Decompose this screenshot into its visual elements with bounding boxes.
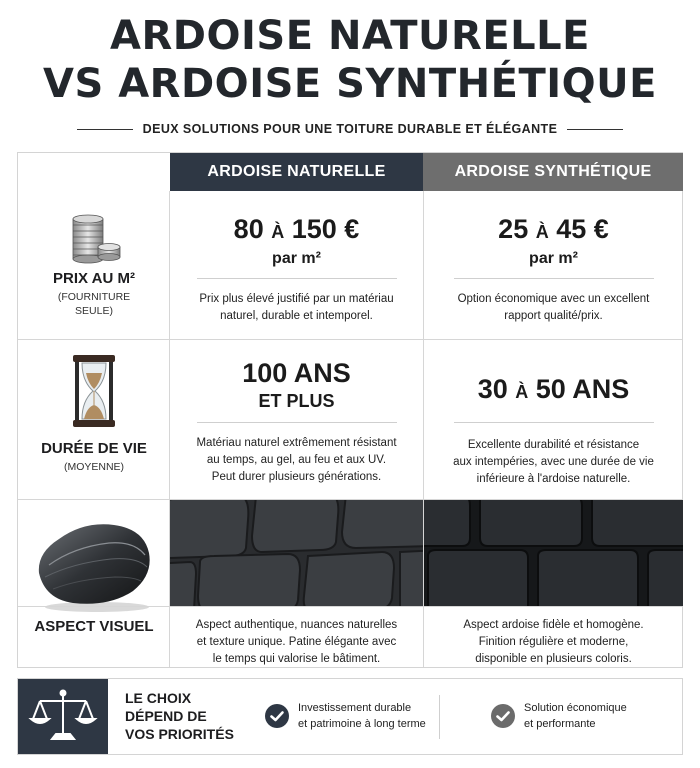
price-synthetic-unit: par m² <box>529 250 578 267</box>
description-line: disponible en plusieurs coloris. <box>475 653 632 665</box>
look-synthetic-description <box>424 617 683 668</box>
footer-heading-line: LE CHOIX <box>125 690 192 706</box>
description-line: naturel, durable et intemporel. <box>220 310 373 322</box>
description-line: et texture unique. Patine élégante avec <box>196 636 397 648</box>
description-line: Peut durer plusieurs générations. <box>211 471 382 483</box>
footer-synthetic-point <box>524 700 627 732</box>
footer-heading-line: DÉPEND DE <box>125 708 207 724</box>
price-natural-cell <box>170 213 423 325</box>
description-line: Excellente durabilité et résistance <box>467 439 640 451</box>
lifespan-synthetic-to: 50 ANS <box>535 374 630 404</box>
column-header-synthetic: ARDOISE SYNTHÉTIQUE <box>423 153 683 191</box>
price-synthetic-from: 25 <box>498 214 529 244</box>
cell-separator <box>197 278 397 279</box>
price-natural-from: 80 <box>233 214 264 244</box>
footer-divider <box>439 695 440 739</box>
description-line: rapport qualité/prix. <box>504 310 603 322</box>
scales-icon <box>18 679 108 754</box>
title-line-1: ARDOISE NATURELLE <box>110 13 590 59</box>
price-natural-to: 150 € <box>291 214 360 244</box>
description-line: Option économique avec un excellent <box>457 293 650 305</box>
footer-point-line: Solution économique <box>524 702 627 714</box>
look-label: ASPECT VISUEL <box>34 618 154 635</box>
lifespan-synthetic-value <box>424 373 683 408</box>
price-synthetic-to: 45 € <box>556 214 609 244</box>
cell-separator <box>197 422 397 423</box>
price-natural-unit: par m² <box>272 250 321 267</box>
look-label-cell <box>18 513 170 635</box>
look-natural-cell <box>170 617 423 668</box>
price-label-cell <box>18 205 170 318</box>
footer-point-line: et patrimoine à long terme <box>298 718 426 730</box>
comparison-table <box>17 152 683 668</box>
footer-natural-point <box>298 700 426 732</box>
lifespan-sublabel: (MOYENNE) <box>63 461 125 473</box>
price-synthetic-description <box>424 291 683 325</box>
price-synthetic-connector: À <box>535 222 549 242</box>
description-line: Matériau naturel extrêmement résistant <box>196 437 397 449</box>
description-line: aux intempéries, avec une durée de vie <box>453 456 654 468</box>
price-label: PRIX AU M² <box>53 270 135 287</box>
description-line: inférieure à l'ardoise naturelle. <box>476 473 631 485</box>
synthetic-slate-texture <box>424 500 683 606</box>
price-natural-connector: À <box>271 222 285 242</box>
lifespan-synthetic-connector: À <box>515 382 529 402</box>
footer-heading-line: VOS PRIORITÉS <box>125 726 234 742</box>
description-line: Aspect ardoise fidèle et homogène. <box>463 619 644 631</box>
price-sublabel <box>18 290 170 318</box>
lifespan-natural-cell <box>170 357 423 486</box>
footer-point-line: Investissement durable <box>298 702 412 714</box>
lifespan-label: DURÉE DE VIE <box>41 440 147 457</box>
subtitle-rule-left <box>77 129 133 130</box>
price-natural-value <box>170 213 423 248</box>
look-natural-description <box>170 617 423 668</box>
lifespan-natural-value: 100 ANS <box>242 358 351 388</box>
cell-separator <box>454 278 654 279</box>
price-sublabel-line: SEULE) <box>75 305 113 317</box>
synthetic-slate-roof-image <box>424 500 683 606</box>
check-icon <box>265 704 289 728</box>
natural-slate-texture <box>170 500 423 606</box>
lifespan-synthetic-description <box>424 437 683 488</box>
lifespan-synthetic-from: 30 <box>477 374 508 404</box>
description-line: Prix plus élevé justifié par un matériau <box>199 293 394 305</box>
lifespan-natural-description <box>170 435 423 486</box>
row-divider <box>18 606 682 607</box>
column-header-natural: ARDOISE NATURELLE <box>170 153 423 191</box>
look-synthetic-cell <box>424 617 683 668</box>
lifespan-natural-unit: ET PLUS <box>258 391 335 411</box>
price-synthetic-cell <box>424 213 683 325</box>
row-divider <box>18 339 682 340</box>
price-natural-description <box>170 291 423 325</box>
check-icon <box>491 704 515 728</box>
coins-stack-icon <box>62 205 126 265</box>
footer-icon-box <box>18 679 108 754</box>
price-sublabel-line: (FOURNITURE <box>57 291 131 303</box>
hourglass-icon <box>69 353 119 429</box>
description-line: au temps, au gel, au feu et aux UV. <box>206 454 387 466</box>
cell-separator <box>454 422 654 423</box>
title-line-2: VS ARDOISE SYNTHÉTIQUE <box>43 61 657 107</box>
description-line: le temps qui valorise le bâtiment. <box>212 653 381 665</box>
footer-summary <box>17 678 683 755</box>
footer-point-line: et performante <box>524 718 596 730</box>
lifespan-label-cell <box>18 353 170 474</box>
footer-heading <box>125 689 234 743</box>
slate-rock-icon <box>29 513 159 613</box>
table-corner <box>18 153 170 191</box>
page-title <box>0 12 700 108</box>
lifespan-synthetic-cell <box>424 373 683 488</box>
subtitle: DEUX SOLUTIONS POUR UNE TOITURE DURABLE ET ÉLÉGANTE <box>142 122 558 136</box>
subtitle-row <box>0 118 700 140</box>
natural-slate-roof-image <box>170 500 423 606</box>
subtitle-rule-right <box>567 129 623 130</box>
price-synthetic-value <box>424 213 683 248</box>
description-line: Finition régulière et moderne, <box>478 636 629 648</box>
description-line: Aspect authentique, nuances naturelles <box>195 619 398 631</box>
